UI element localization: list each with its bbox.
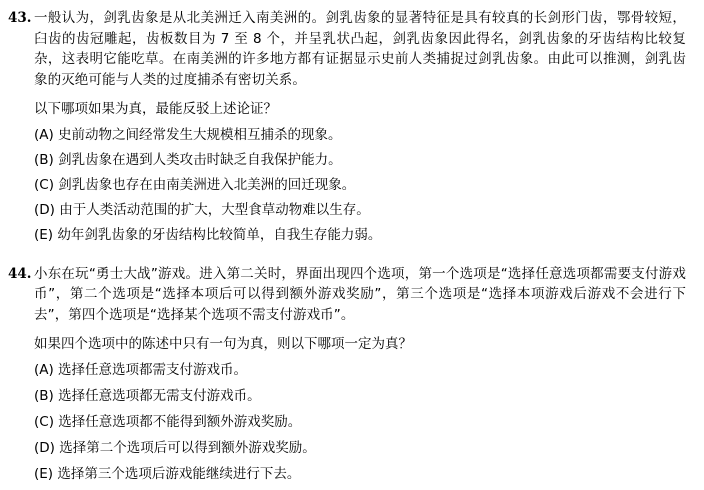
option-item: (A) 选择任意选项都需支付游戏币。	[34, 361, 248, 378]
option-list	[34, 125, 686, 246]
option-item: (B) 剑乳齿象在遇到人类攻击时缺乏自我保护能力。	[34, 151, 342, 168]
question-prompt: 如果四个选项中的陈述中只有一句为真，则以下哪项一定为真？	[34, 336, 412, 352]
question-stem: 小东在玩“勇士大战”游戏。进入第二关时，界面出现四个选项，第一个选项是“选择任意选项都需要支付游戏币”，第二个选项是“选择本项后可以得到额外游戏奖励”，第三个选项是“选择本项游戏后游戏不会进行下去”，第四个选项是“选择某个选项不需支付游戏币”。	[34, 265, 686, 323]
question-body	[34, 8, 686, 250]
question-prompt: 以下哪项如果为真，最能反驳上述论证？	[34, 101, 277, 117]
option-item: (D) 由于人类活动范围的扩大，大型食草动物难以生存。	[34, 201, 370, 218]
option-item: (A) 史前动物之间经常发生大规模相互捕杀的现象。	[34, 126, 342, 143]
option-item: (C) 剑乳齿象也存在由南美洲进入北美洲的回迁现象。	[34, 176, 356, 193]
option-item: (B) 选择任意选项都无需支付游戏币。	[34, 387, 261, 404]
option-item: (D) 选择第二个选项后可以得到额外游戏奖励。	[34, 439, 316, 456]
question-43	[8, 8, 686, 250]
option-item: (C) 选择任意选项都不能得到额外游戏奖励。	[34, 413, 302, 430]
question-stem: 一般认为，剑乳齿象是从北美洲迁入南美洲的。剑乳齿象的显著特征是具有较真的长剑形门齿，鄂骨较短，臼齿的齿冠雕起，齿板数目为 7 至 8 个，并呈乳状凸起，剑乳齿象因此得名，剑乳齿象的牙齿结构比较复杂，这表明它能吃草。在南美洲的许多地方都有证据显示史前人类捕捉过剑乳齿象。由此可以推测，剑乳齿象的灭绝可能与人类的过度捕杀有密切关系。	[34, 10, 686, 88]
option-list	[34, 360, 686, 485]
question-body	[34, 264, 686, 490]
option-item: (E) 选择第三个选项后游戏能继续进行下去。	[34, 465, 301, 482]
question-number: 44.	[8, 265, 32, 282]
option-item: (E) 幼年剑乳齿象的牙齿结构比较简单，自我生存能力弱。	[34, 226, 382, 243]
question-44	[8, 264, 686, 490]
question-number: 43.	[8, 10, 32, 26]
